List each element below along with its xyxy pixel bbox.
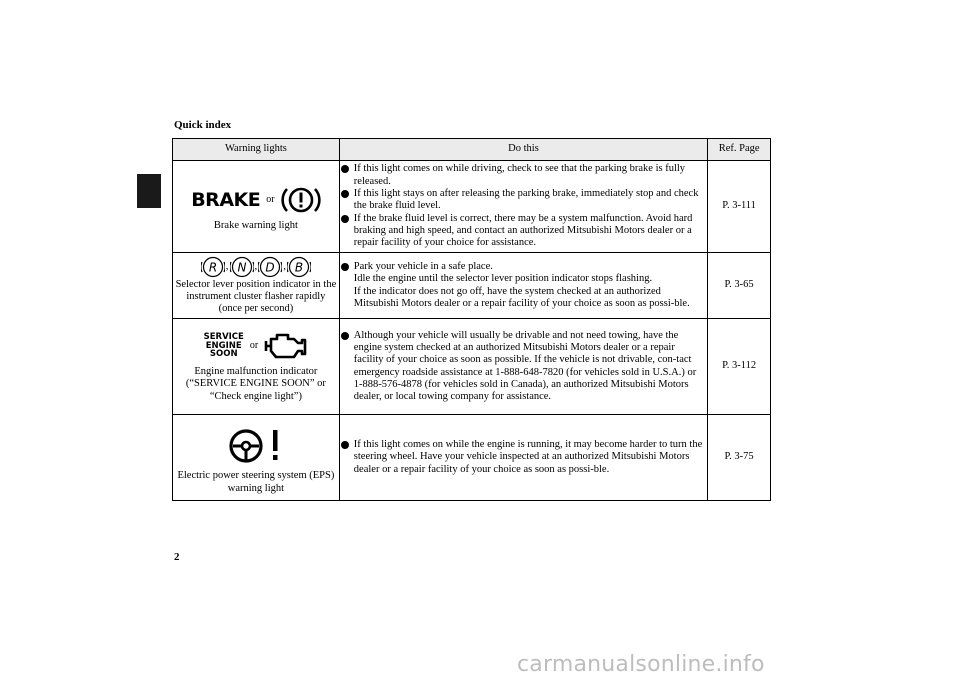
table-row-engine xyxy=(173,319,771,415)
warning-light-caption: Brake warning light xyxy=(213,220,298,232)
warning-light-cell xyxy=(173,319,340,415)
section-title: Quick index xyxy=(174,119,232,131)
circle-exclamation-brake-icon xyxy=(281,184,321,216)
page-number: 2 xyxy=(174,551,180,563)
quick-index-table xyxy=(172,138,771,501)
watermark-text: carmanualsonline.info xyxy=(517,652,765,677)
steering-wheel-exclamation-icon xyxy=(228,426,284,466)
table-header-row xyxy=(173,139,771,161)
header-warning-lights: Warning lights xyxy=(173,139,340,161)
action-item: If the brake fluid level is correct, there may be a system malfunction. Avoid hard braking and high speed, and contact an authorized Mitsubishi Motors dealer or a repair facility of your choice for assistance. xyxy=(340,213,703,250)
selector-letter: R xyxy=(208,260,217,275)
action-cell xyxy=(339,319,707,415)
action-cell xyxy=(339,253,707,319)
warning-light-cell xyxy=(173,415,340,501)
engine-icon xyxy=(264,330,308,362)
action-item: If this light stays on after releasing the parking brake, immediately stop and check the brake fluid level. xyxy=(340,188,703,213)
or-separator: or xyxy=(249,339,259,351)
selector-n-icon xyxy=(230,256,254,278)
or-separator: or xyxy=(266,194,275,206)
ref-page-cell: P. 3-111 xyxy=(708,161,771,253)
action-item: If this light comes on while driving, check to see that the parking brake is fully released. xyxy=(340,163,703,188)
warning-light-cell xyxy=(173,161,340,253)
selector-letter: D xyxy=(265,260,275,275)
table-row-selector xyxy=(173,253,771,319)
selector-d-icon xyxy=(258,256,282,278)
header-ref-page: Ref. Page xyxy=(708,139,771,161)
selector-b-icon xyxy=(287,256,311,278)
ref-page-cell: P. 3-75 xyxy=(708,415,771,501)
warning-light-cell: R , N , D , B Selector lever position indicator in the instrument cluster flasher rapidly (once per second) xyxy=(173,253,340,319)
service-engine-soon-icon: SERVICE ENGINE SOON xyxy=(203,332,244,360)
selector-r-icon xyxy=(201,256,225,278)
warning-light-caption: Engine malfunction indicator (“SERVICE ENGINE SOON” or “Check engine light”) xyxy=(185,366,326,402)
brake-text-icon: BRAKE xyxy=(191,189,261,212)
table-row-brake xyxy=(173,161,771,253)
ref-page-cell: P. 3-65 xyxy=(708,253,771,319)
selector-letter: B xyxy=(294,260,304,275)
action-item: If this light comes on while the engine is running, it may become harder to turn the steering wheel. Have your vehicle inspected at an authorized Mitsubishi Motors dealer or a repair facility of your choice as soon as possi-ble. xyxy=(340,439,703,476)
selector-letter: N xyxy=(237,260,247,275)
action-item: Park your vehicle in a safe place. Idle the engine until the selector lever position indicator stops flashing. If the indicator does not go off, have the system checked at an authorized Mitsubishi Motors dealer or a repair facility of your choice as soon as possi-ble. xyxy=(340,261,703,310)
warning-light-caption: Electric power steering system (EPS) warning light xyxy=(177,470,335,494)
chapter-side-tab xyxy=(137,174,161,208)
action-cell xyxy=(339,415,707,501)
table-row-eps xyxy=(173,415,771,501)
action-item: Although your vehicle will usually be drivable and not need towing, have the engine system checked at an authorized Mitsubishi Motors dealer or a repair facility of your choice as soon as possible. If the vehicle is not drivable, con-tact emergency roadside assistance at 1-888-648-7820 (for vehicles sold in U.S.A.) or 1-888-576-4878 (for vehicles sold in Canada), an authorized Mitsubishi Motors dealer, or local towing company for assistance. xyxy=(340,330,703,404)
warning-light-caption: Selector lever position indicator in the instrument cluster flasher rapidly (once per second) xyxy=(175,278,337,315)
header-do-this: Do this xyxy=(339,139,707,161)
ref-page-cell: P. 3-112 xyxy=(708,319,771,415)
action-cell xyxy=(339,161,707,253)
